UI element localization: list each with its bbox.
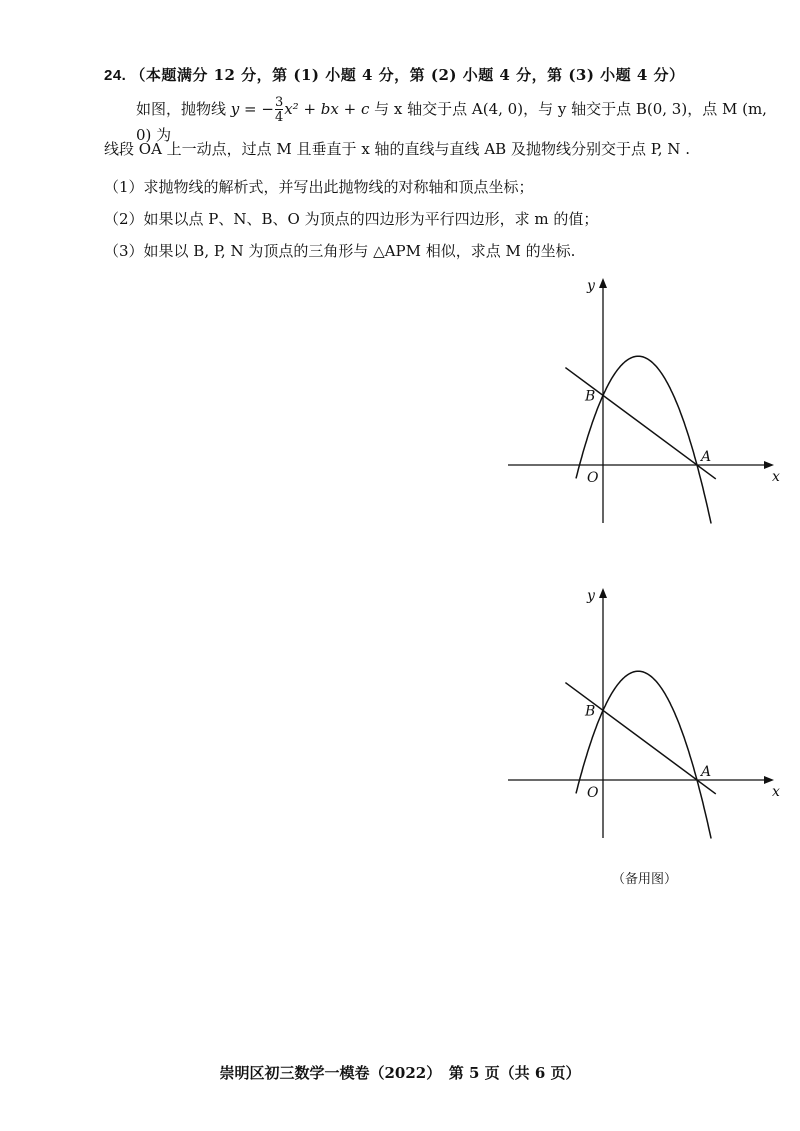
parabola-curve	[576, 356, 711, 523]
intro-line-2: 线段 OA 上一动点，过点 M 且垂直于 x 轴的直线与直线 AB 及抛物线分别交于点 P, N .	[104, 140, 690, 158]
x-axis-arrow	[764, 461, 774, 469]
x-axis-arrow	[764, 776, 774, 784]
figure-backup	[500, 580, 790, 855]
equation-fraction	[275, 96, 283, 124]
y-axis-arrow	[599, 588, 607, 598]
y-axis-label: y	[587, 278, 595, 294]
intro-prefix: 如图，抛物线	[136, 100, 231, 118]
page-footer: 崇明区初三数学一模卷（2022） 第 5 页（共 6 页）	[219, 1064, 581, 1082]
problem-scoring: （本题满分 12 分，第 (1) 小题 4 分，第 (2) 小题 4 分，第 (3) 小题 4 分）	[130, 66, 685, 84]
point-b-label: B	[585, 703, 596, 720]
parabola-curve	[576, 671, 711, 838]
x-axis-label: x	[772, 469, 780, 485]
line-ab	[565, 683, 715, 794]
question-1: （1）求抛物线的解析式，并写出此抛物线的对称轴和顶点坐标；	[104, 178, 534, 196]
fraction-numerator: 3	[274, 95, 284, 110]
figure-main	[500, 270, 790, 540]
equation-lhs: y = −	[230, 100, 274, 118]
figure-caption: （备用图）	[612, 872, 678, 887]
y-axis-label: y	[587, 588, 595, 604]
origin-label: O	[587, 785, 599, 801]
fraction-denominator: 4	[274, 110, 284, 125]
line-ab	[565, 368, 715, 479]
point-a-label: A	[701, 764, 712, 780]
equation-rhs: x² + bx + c	[284, 100, 370, 118]
point-a-label: A	[701, 449, 712, 465]
question-3: （3）如果以 B, P, N 为顶点的三角形与 △APM 相似，求点 M 的坐标.	[104, 242, 576, 260]
problem-number: 24.	[104, 67, 127, 84]
x-axis-label: x	[772, 784, 780, 800]
point-b-label: B	[585, 388, 596, 405]
y-axis-arrow	[599, 278, 607, 288]
intro-condition: 与 x 轴交于点 A(4, 0)，与 y 轴交于点 B(0, 3)，点 M (m, 0) 为	[136, 100, 767, 144]
question-2: （2）如果以点 P、N、B、O 为顶点的四边形为平行四边形，求 m 的值；	[104, 210, 599, 228]
origin-label: O	[587, 470, 599, 486]
problem-header	[104, 64, 685, 85]
